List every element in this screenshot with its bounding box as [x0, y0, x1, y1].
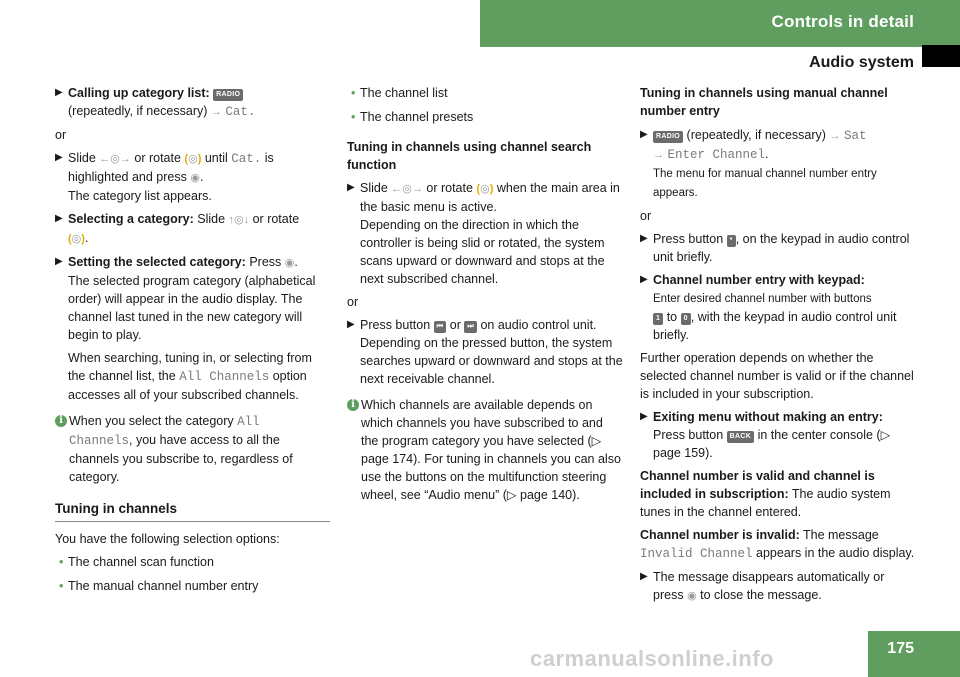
controller-rotate-icon: (◎) — [476, 183, 494, 195]
step-title: Exiting menu without making an entry: — [653, 410, 883, 424]
info-note: i When you select the category All Channels, you have access to all the channels you subscribe to, regardless of category. — [55, 412, 330, 486]
step-text: Slide — [197, 212, 226, 226]
star-key-icon: * — [727, 235, 736, 247]
step-manual-entry: ▶ RADIO (repeatedly, if necessary) → Sat → Enter Channel. The menu for manual channel number entry appears. — [640, 128, 877, 199]
arrow-right-icon: → — [829, 130, 841, 142]
bullet-icon: • — [351, 86, 356, 100]
bullet-icon: • — [351, 110, 356, 124]
step-result: The selected program category (alphabetical order) will appear in the audio display. The channel last tuned in the new category will begin to play. — [68, 274, 316, 342]
step-text: is highlighted and press — [68, 151, 274, 184]
step-text: Slide — [68, 151, 96, 165]
step-arrow-icon: ▶ — [55, 152, 63, 163]
display-text: Cat. — [231, 152, 262, 166]
step-text: Press — [249, 255, 282, 269]
step-title: Calling up category list: — [68, 86, 210, 100]
step-note: When searching, tuning in, or selecting from the channel list, the All Channels option accesses all of your subscribed channels. — [68, 351, 312, 402]
subheading: Tuning in channels using manual channel number entry — [640, 86, 888, 118]
one-key-icon: 1 — [653, 313, 663, 325]
step-arrow-icon: ▶ — [347, 182, 355, 193]
column-3 — [640, 84, 918, 610]
controller-rotate-icon: (◎) — [184, 153, 202, 165]
controller-slide-up-down-icon: ↑◎↓ — [228, 214, 250, 226]
step-arrow-icon: ▶ — [640, 129, 648, 140]
section-heading: Tuning in channels — [55, 500, 330, 522]
subheading: Tuning in channels using channel search function — [347, 140, 592, 172]
list-item: • The channel presets — [351, 110, 474, 124]
step-search-buttons: ▶ Press button ⏮ or ⏭ on audio control unit. Depending on the pressed button, the system searches upward or downward and stops at the next receivable channel. — [347, 318, 623, 386]
header-rule — [480, 45, 960, 47]
arrow-right-icon: → — [210, 106, 222, 118]
arrow-right-icon: → — [653, 149, 664, 161]
zero-key-icon: 0 — [681, 313, 691, 325]
skip-forward-key-icon: ⏭ — [464, 321, 477, 333]
step-set-category: ▶ Setting the selected category: Press ◉. The selected program category (alphabetical order) will appear in the audio display. The channel last tuned in the new category will begin to play. When searching, tuning in, or selecting from the channel list, the All Channels option accesses all of your subscribed channels. — [55, 253, 330, 404]
column-2 — [347, 84, 623, 514]
step-title: Selecting a category: — [68, 212, 194, 226]
step-text: or rotate — [252, 212, 300, 226]
info-icon: i — [347, 399, 359, 411]
paragraph: Channel number is invalid: The message Invalid Channel appears in the audio display. — [640, 528, 915, 561]
step-result: The category list appears. — [68, 189, 212, 203]
skip-back-key-icon: ⏮ — [434, 321, 447, 333]
controller-slide-left-right-icon: ←◎→ — [99, 153, 131, 165]
step-arrow-icon: ▶ — [55, 256, 63, 267]
step-select-category: ▶ Selecting a category: Slide ↑◎↓ or rotate (◎). — [55, 212, 300, 245]
info-note: i Which channels are available depends on which channels you have subscribed to and the program category you have selected (▷ page 174). For tuning in channels you can also use the buttons on the multifunction steering wheel, see “Audio menu” (▷ page 140). — [347, 396, 623, 504]
or-text: or — [55, 128, 67, 142]
watermark: carmanualsonline.info — [530, 646, 774, 671]
step-title: Setting the selected category: — [68, 255, 246, 269]
step-arrow-icon: ▶ — [640, 571, 648, 582]
step-title: Channel number entry with keypad: — [653, 273, 865, 287]
controller-rotate-icon: (◎) — [68, 233, 85, 245]
page-number-box — [868, 631, 960, 677]
step-slide-rotate: ▶ Slide ←◎→ or rotate (◎) until Cat. is highlighted and press ◉. The category list appears. — [55, 151, 274, 203]
list-item: • The channel scan function — [59, 555, 214, 569]
step-text: until — [204, 151, 228, 165]
controller-slide-left-right-icon: ←◎→ — [391, 183, 423, 195]
or-text: or — [640, 209, 652, 223]
intro-text: You have the following selection options: — [55, 532, 280, 546]
display-text: All Channels — [179, 370, 270, 384]
paragraph: Channel number is valid and channel is included in subscription: The audio system tunes in the channel entered. — [640, 469, 891, 519]
controller-press-icon: ◉ — [687, 590, 697, 602]
header-tab-marker — [922, 45, 960, 67]
back-key-icon: BACK — [727, 431, 754, 443]
step-star-button: ▶ Press button * , on the keypad in audio control unit briefly. — [640, 232, 910, 264]
step-arrow-icon: ▶ — [55, 87, 63, 98]
step-text: or rotate — [134, 151, 181, 165]
controller-press-icon: ◉ — [284, 257, 295, 269]
list-item: • The channel list — [351, 86, 448, 100]
column-1 — [55, 84, 330, 601]
step-search-slide: ▶ Slide ←◎→ or rotate (◎) when the main area in the basic menu is active. Depending on the direction in which the controller is being slid or rotated, the system scans upward or downward and stops at the next subscribed channel. — [347, 181, 620, 286]
step-arrow-icon: ▶ — [640, 411, 648, 422]
display-text: Invalid Channel — [640, 547, 753, 561]
list-item: • The manual channel number entry — [59, 579, 259, 593]
info-icon: i — [55, 415, 67, 427]
step-text: (repeatedly, if necessary) — [68, 104, 208, 118]
controller-press-icon: ◉ — [190, 172, 200, 184]
step-arrow-icon: ▶ — [347, 319, 355, 330]
bullet-icon: • — [59, 555, 64, 569]
display-text: Enter Channel — [667, 148, 766, 162]
paragraph: Further operation depends on whether the selected channel number is valid or if the channel is included in your subscription. — [640, 351, 914, 401]
display-text: All Channels — [69, 415, 260, 448]
or-text: or — [347, 295, 359, 309]
step-keypad-entry: ▶ Channel number entry with keypad: Enter desired channel number with buttons 1 to 0 , with the keypad in audio control unit briefly. — [640, 273, 897, 342]
step-arrow-icon: ▶ — [640, 274, 648, 285]
subsection-title: Audio system — [809, 54, 914, 71]
step-arrow-icon: ▶ — [640, 233, 648, 244]
display-text: Cat. — [225, 105, 256, 119]
step-arrow-icon: ▶ — [55, 213, 63, 224]
step-close-message: ▶ The message disappears automatically or press ◉ to close the message. — [640, 570, 885, 602]
display-text: Sat — [843, 129, 867, 143]
bullet-icon: • — [59, 579, 64, 593]
page-number: 175 — [887, 640, 914, 657]
step-exit-menu: ▶ Exiting menu without making an entry: Press button BACK in the center console (▷ page 159). — [640, 410, 891, 460]
radio-key-icon: RADIO — [213, 89, 243, 101]
section-title: Controls in detail — [771, 12, 914, 31]
step-category-list — [55, 84, 330, 121]
radio-key-icon: RADIO — [653, 131, 683, 143]
